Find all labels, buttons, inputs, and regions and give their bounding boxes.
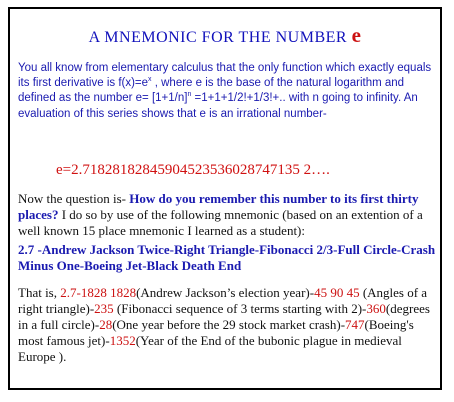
intro-superscript-n: n (187, 91, 192, 99)
question-paragraph (18, 191, 438, 239)
title-e-symbol: e (351, 23, 362, 47)
intro-text-1: You all know from elementary calculus that the only function which exactly equals its first derivative is f(x)=e (18, 62, 432, 90)
question-highlight: How do you remember this number to its first thirty places? (18, 191, 419, 222)
intro-text-2: , where e is the base of the natural logarithm and defined as the number e= [1+1/n] (18, 77, 405, 105)
explanation-text: (Andrew Jackson’s election year)- (136, 285, 315, 300)
document-frame (8, 7, 442, 390)
explanation-number: 1352 (109, 333, 136, 348)
page-title (10, 23, 440, 48)
explanation-number: 45 90 45 (314, 285, 360, 300)
mnemonic-text: 2.7 -Andrew Jackson Twice-Right Triangle-Fibonacci 2/3-Full Circle-Crash Minus One-Boeing Jet-Black Death End (18, 242, 436, 273)
explanation-text: (degrees in a full circle)- (18, 301, 430, 332)
title-text: A MNEMONIC FOR THE NUMBER (88, 29, 352, 46)
explanation-number: 2.7-1828 1828 (60, 285, 137, 300)
intro-paragraph (18, 61, 436, 122)
explanation-text: (Fibonacci sequence of 3 terms starting with 2)- (113, 301, 367, 316)
question-lead: Now the question is- (18, 191, 130, 206)
e-value: e=2.71828182845904523536028747135 2…. (56, 162, 330, 178)
intro-superscript-x: x (148, 76, 152, 84)
intro-text-3: =1+1+1/2!+1/3!+.. with n going to infinity. An evaluation of this series shows that e is an irrational number- (18, 92, 418, 120)
explanation-number: 747 (345, 317, 365, 332)
explanation-text: That is, (18, 285, 61, 300)
explanation-number: 360 (366, 301, 386, 316)
explanation-paragraph (18, 285, 438, 365)
question-rest: I do so by use of the following mnemonic (based on an extention of a well known 15 place mnemonic I learned as a student): (18, 207, 423, 238)
explanation-text: (Angles of a right triangle)- (18, 285, 428, 316)
explanation-number: 235 (94, 301, 114, 316)
explanation-text: (One year before the 29 stock market crash)- (112, 317, 346, 332)
explanation-number: 28 (99, 317, 113, 332)
explanation-text: (Boeing's most famous jet)- (18, 317, 414, 348)
explanation-text: (Year of the End of the bubonic plague in medieval Europe ). (18, 333, 402, 364)
